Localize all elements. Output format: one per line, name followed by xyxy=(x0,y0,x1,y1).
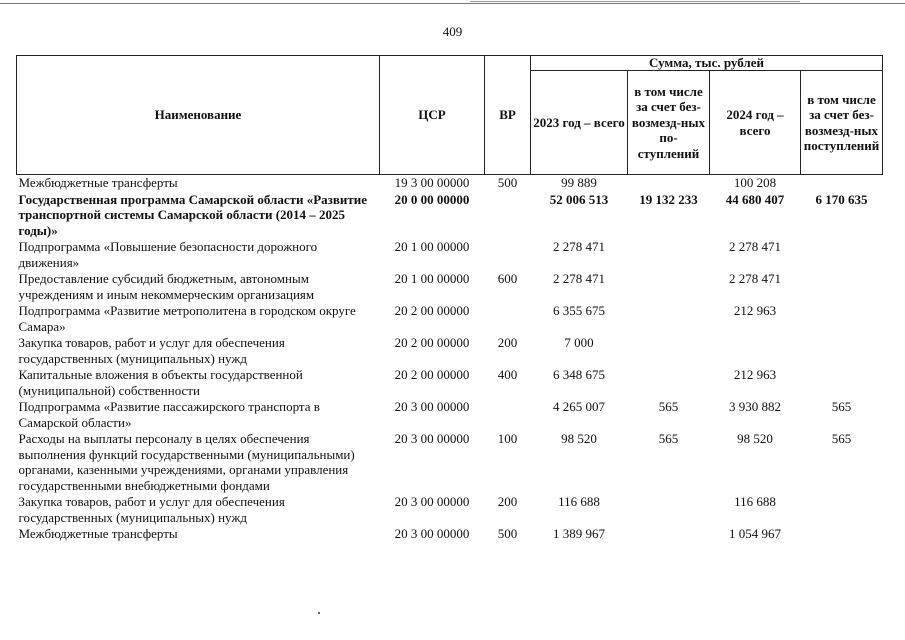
table-row xyxy=(17,175,883,192)
cell-2023-total: 52 006 513 xyxy=(549,191,609,207)
header-sum-group: Сумма, тыс. рублей xyxy=(531,56,883,71)
cell-vr xyxy=(485,399,531,431)
scan-speck xyxy=(318,612,320,614)
cell-csr: 20 3 00 00000 xyxy=(394,494,470,509)
cell-vr xyxy=(485,239,531,271)
cell-2024-total: 98 520 xyxy=(737,431,773,446)
cell-2023-gratuitous: 565 xyxy=(658,431,679,446)
cell-2024-total: 116 688 xyxy=(734,494,776,509)
cell-2023-total: 1 389 967 xyxy=(553,526,605,541)
header-2024-total: 2024 год – всего xyxy=(710,71,801,175)
cell-vr: 200 xyxy=(497,494,518,509)
cell-2023-gratuitous xyxy=(628,335,710,367)
cell-2023-total: 116 688 xyxy=(558,494,600,509)
cell-2023-total: 98 520 xyxy=(561,431,597,446)
cell-2023-gratuitous xyxy=(628,367,710,399)
cell-2023-gratuitous xyxy=(628,271,710,303)
cell-name: Подпрограмма «Развитие метрополитена в городском округе Самара» xyxy=(18,303,356,334)
table-row xyxy=(17,303,883,335)
table-row xyxy=(17,335,883,367)
cell-csr: 20 1 00 00000 xyxy=(394,271,470,286)
cell-2023-total: 7 000 xyxy=(564,335,594,350)
scan-top-border-fragment xyxy=(470,1,800,2)
table-row xyxy=(17,526,883,543)
cell-name: Расходы на выплаты персоналу в целях обеспечения выполнения функций государственными (муниципальными) органами, казенными учреждениями, органами управления государственными внебюджетными фондами xyxy=(18,431,355,493)
cell-vr: 400 xyxy=(497,367,518,382)
scan-top-border xyxy=(0,3,905,4)
cell-2024-gratuitous: 565 xyxy=(831,399,852,414)
cell-2024-total: 44 680 407 xyxy=(725,191,785,207)
table-row xyxy=(17,367,883,399)
table-row xyxy=(17,431,883,494)
cell-name: Подпрограмма «Повышение безопасности дорожного движения» xyxy=(18,239,318,270)
cell-2024-gratuitous xyxy=(801,175,883,192)
cell-vr: 500 xyxy=(497,175,518,190)
cell-csr: 20 2 00 00000 xyxy=(394,367,470,382)
cell-csr: 20 1 00 00000 xyxy=(394,239,470,254)
cell-2024-total: 2 278 471 xyxy=(729,239,781,254)
table-row xyxy=(17,239,883,271)
cell-name: Подпрограмма «Развитие пассажирского транспорта в Самарской области» xyxy=(18,399,320,430)
cell-2024-total: 100 208 xyxy=(733,175,777,190)
cell-2024-total xyxy=(710,335,801,367)
cell-2023-gratuitous xyxy=(628,526,710,543)
cell-2024-gratuitous: 6 170 635 xyxy=(815,191,868,207)
cell-2024-gratuitous xyxy=(801,239,883,271)
cell-2023-total: 2 278 471 xyxy=(553,271,605,286)
cell-csr: 19 3 00 00000 xyxy=(394,175,470,190)
cell-2024-gratuitous xyxy=(801,335,883,367)
table-row xyxy=(17,271,883,303)
budget-table xyxy=(16,55,883,543)
cell-vr: 200 xyxy=(497,335,518,350)
table-body xyxy=(17,175,883,543)
cell-csr: 20 3 00 00000 xyxy=(394,399,470,414)
cell-csr: 20 0 00 00000 xyxy=(394,191,470,207)
cell-2023-gratuitous xyxy=(628,239,710,271)
cell-2024-total: 1 054 967 xyxy=(729,526,781,541)
header-vr: ВР xyxy=(485,56,531,175)
cell-name: Закупка товаров, работ и услуг для обеспечения государственных (муниципальных) нужд xyxy=(18,494,285,525)
cell-name: Капитальные вложения в объекты государственной (муниципальной) собственности xyxy=(18,367,303,398)
header-csr: ЦСР xyxy=(380,56,485,175)
cell-2023-gratuitous: 565 xyxy=(658,399,679,414)
cell-vr xyxy=(485,192,531,240)
cell-2024-total: 212 963 xyxy=(733,367,777,382)
header-name: Наименование xyxy=(17,56,380,175)
cell-2023-gratuitous xyxy=(628,494,710,526)
cell-2024-total: 3 930 882 xyxy=(729,399,781,414)
cell-2024-total: 212 963 xyxy=(733,303,777,318)
cell-2024-gratuitous xyxy=(801,494,883,526)
cell-name: Государственная программа Самарской области «Развитие транспортной системы Самарской области (2014 – 2025 годы)» xyxy=(18,191,368,238)
cell-name: Межбюджетные трансферты xyxy=(18,175,178,190)
cell-2023-gratuitous: 19 132 233 xyxy=(639,191,698,207)
cell-csr: 20 3 00 00000 xyxy=(394,526,470,541)
cell-name: Межбюджетные трансферты xyxy=(18,526,178,541)
cell-2024-gratuitous xyxy=(801,526,883,543)
header-2023-gratuitous: в том числе за счет без-возмезд-ных по-ступлений xyxy=(628,71,710,175)
cell-csr: 20 2 00 00000 xyxy=(394,303,470,318)
table-header xyxy=(17,56,883,175)
cell-2023-total: 6 348 675 xyxy=(553,367,605,382)
cell-vr: 600 xyxy=(497,271,518,286)
cell-2023-total: 2 278 471 xyxy=(553,239,605,254)
cell-name: Закупка товаров, работ и услуг для обеспечения государственных (муниципальных) нужд xyxy=(18,335,285,366)
cell-csr: 20 3 00 00000 xyxy=(394,431,470,446)
cell-2024-gratuitous xyxy=(801,367,883,399)
table-row xyxy=(17,192,883,240)
cell-vr: 500 xyxy=(497,526,518,541)
table-row xyxy=(17,399,883,431)
table-row xyxy=(17,494,883,526)
cell-vr: 100 xyxy=(497,431,518,446)
header-2023-total: 2023 год – всего xyxy=(531,71,628,175)
cell-2024-gratuitous xyxy=(801,303,883,335)
cell-2023-total: 4 265 007 xyxy=(553,399,605,414)
header-2024-gratuitous: в том числе за счет без-возмезд-ных поступлений xyxy=(801,71,883,175)
cell-vr xyxy=(485,303,531,335)
cell-2023-total: 99 889 xyxy=(561,175,597,190)
cell-2023-total: 6 355 675 xyxy=(553,303,605,318)
cell-2024-gratuitous xyxy=(801,271,883,303)
cell-name: Предоставление субсидий бюджетным, автономным учреждениям и иным некоммерческим организациям xyxy=(18,271,315,302)
cell-2023-gratuitous xyxy=(628,175,710,192)
cell-2024-gratuitous: 565 xyxy=(831,431,852,446)
cell-csr: 20 2 00 00000 xyxy=(394,335,470,350)
cell-2023-gratuitous xyxy=(628,303,710,335)
page-number: 409 xyxy=(442,24,463,39)
cell-2024-total: 2 278 471 xyxy=(729,271,781,286)
